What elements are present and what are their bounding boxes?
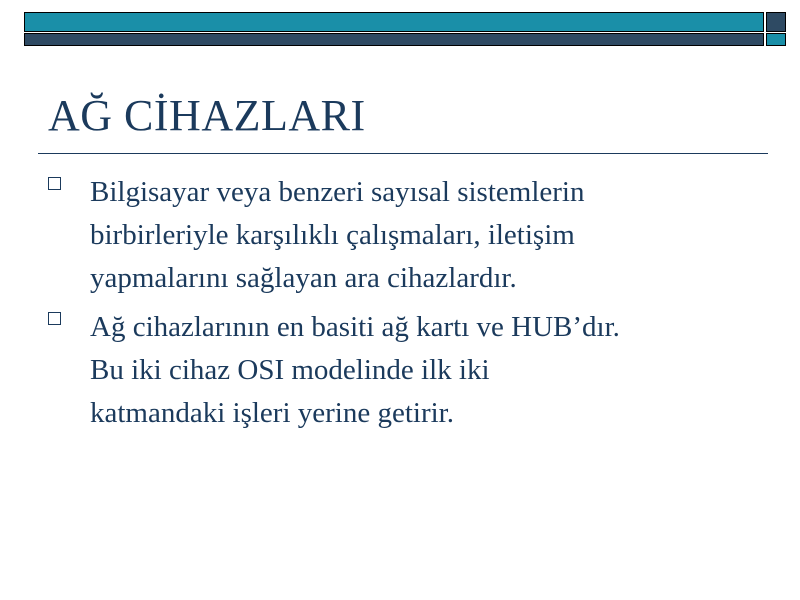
header-square-top <box>766 12 786 32</box>
bullet-line: Ağ cihazlarının en basiti ağ kartı ve HUB’dır. <box>90 311 620 343</box>
hollow-square-bullet-icon <box>48 177 61 190</box>
header-bar-navy <box>24 33 764 46</box>
hollow-square-bullet-icon <box>48 312 61 325</box>
header-bar-teal <box>24 12 764 32</box>
bullet-line: yapmalarını sağlayan ara cihazlardır. <box>90 262 517 294</box>
bullet-line: Bu iki cihaz OSI modelinde ilk iki <box>90 354 490 386</box>
bullet-line: birbirleriyle karşılıklı çalışmaları, iletişim <box>90 219 575 251</box>
bullet-line: Bilgisayar veya benzeri sayısal sistemlerin <box>90 176 585 208</box>
bullet-text <box>90 306 765 435</box>
bullet-line: katmandaki işleri yerine getirir. <box>90 397 454 429</box>
title-divider <box>38 153 768 154</box>
header-square-bottom <box>766 33 786 46</box>
bullet-text <box>90 171 765 300</box>
slide-title: AĞ CİHAZLARI <box>48 91 366 140</box>
